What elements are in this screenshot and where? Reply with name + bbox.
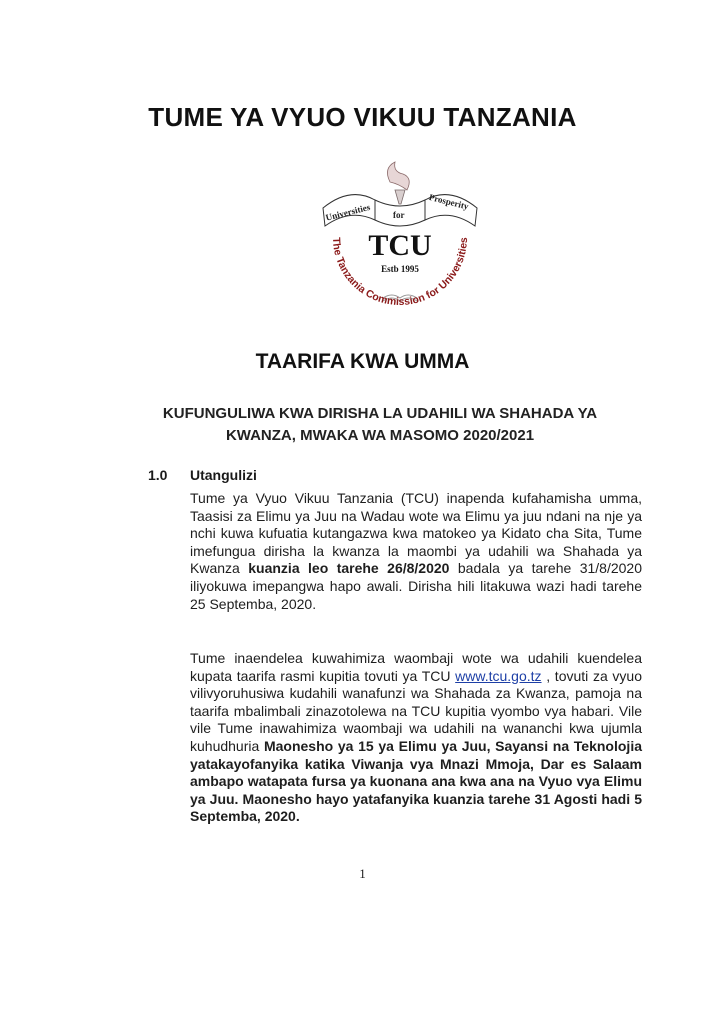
paragraph-1-text-c: badala ya tarehe 31/8/2020 iliyokuwa imepangwa hapo awali. Dirisha hili litakuwa wazi hadi tarehe 25 Septemba, 2020.: [190, 560, 642, 612]
paragraph-2: [190, 650, 642, 826]
page-number: 1: [359, 866, 366, 881]
ribbon-text-mid: for: [393, 210, 405, 220]
paragraph-2-text-a: Tume inaendelea kuwahimiza waombaji wote wa udahili kuendelea kupata taarifa rasmi kupitia tovuti ya TCU: [190, 650, 642, 684]
section-number: 1.0: [148, 467, 168, 483]
paragraph-1-bold-date: kuanzia leo tarehe 26/8/2020: [248, 560, 450, 577]
subtitle-line-1: KUFUNGULIWA KWA DIRISHA LA UDAHILI WA SHAHADA YA: [162, 405, 598, 422]
logo-acronym: TCU: [368, 229, 432, 262]
notice-subtitle: [140, 403, 620, 447]
logo-arc-text: The Tanzania Commission for Universities: [329, 237, 471, 309]
logo-established: Estb 1995: [381, 264, 419, 274]
ribbon-text-right: Prosperity: [428, 192, 470, 212]
organization-title: TUME YA VYUO VIKUU TANZANIA: [148, 102, 577, 132]
ribbon-text-left: Universities: [324, 201, 372, 223]
paragraph-2-bold-exhibition: Maonesho ya 15 ya Elimu ya Juu, Sayansi na Teknolojia yatakayofanyika katika Viwanja vya Mnazi Mmoja, Dar es Salaam ambapo watapata fursa ya kuonana ana kwa ana na Vyuo vya Elimu ya Juu. Maonesho hayo yatafanyika kuanzia tarehe 31 Agosti hadi 5 Septemba, 2020.: [190, 737, 642, 825]
paragraph-2-text-b: , tovuti za vyuo vilivyoruhusiwa kudahili wanafunzi wa Shahada za Kwanza, pamoja na taarifa mbalimbali zinazotolewa na TCU kupitia vyombo vya habari. Vile vile Tume inawahimiza waombaji wa udahili na wananchi kwa ujumla kuhudhuria: [190, 667, 642, 754]
paragraph-1-text-a: Tume ya Vyuo Vikuu Tanzania (TCU) inapenda kufahamisha umma, Taasisi za Elimu ya Juu na Wadau wote wa Elimu ya juu ndani na nje ya nchi kuwa kufuatia kutangazwa kwa matokeo ya Kidato cha Sita, Tume imefungua dirisha la kwanza la maombi ya udahili wa Shahada ya Kwanza: [190, 490, 642, 577]
torch-icon: [387, 162, 409, 204]
tcu-logo: [295, 160, 505, 350]
section-title: Utangulizi: [190, 467, 257, 483]
subtitle-line-2: KWANZA, MWAKA WA MASOMO 2020/2021: [225, 427, 535, 444]
paragraph-1: [190, 490, 642, 613]
tcu-website-link[interactable]: www.tcu.go.tz: [455, 667, 542, 684]
notice-title: TAARIFA KWA UMMA: [255, 350, 470, 373]
